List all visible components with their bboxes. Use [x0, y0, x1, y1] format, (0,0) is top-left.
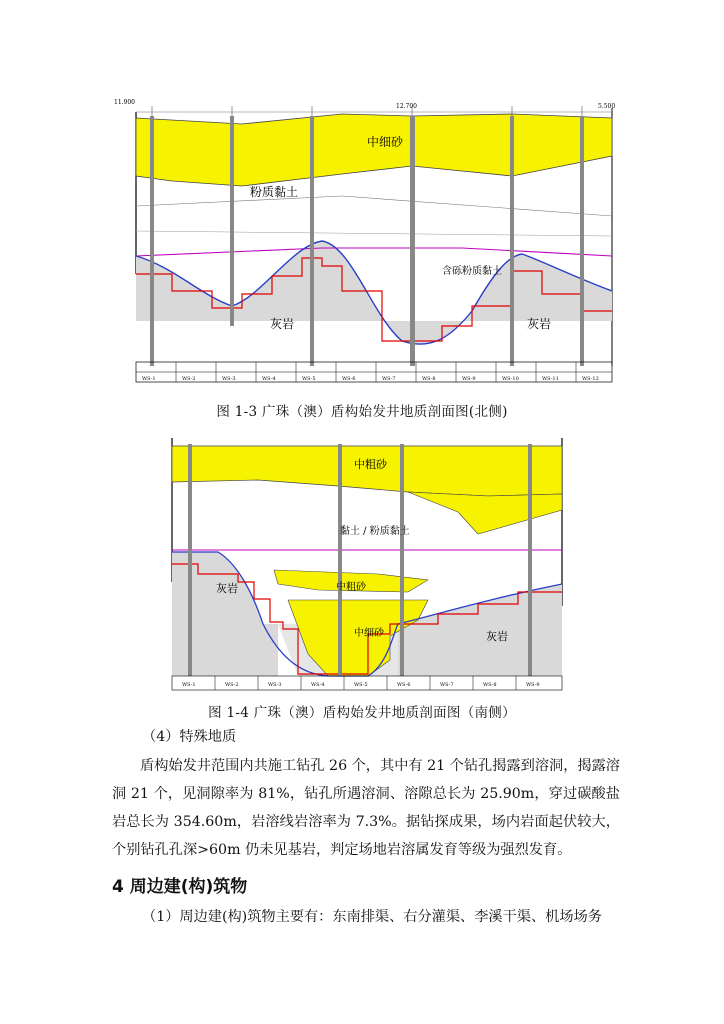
label-silty-clay: 粉质黏土 — [250, 185, 299, 199]
borehole-label: WS-9 — [526, 682, 540, 688]
figure2-caption: 图 1-4 广珠（澳）盾构始发井地质剖面图（南侧） — [208, 705, 516, 721]
label-sand-bottom: 中细砂 — [354, 628, 384, 639]
borehole-label: WS-3 — [268, 682, 282, 688]
geological-section-south — [158, 424, 578, 692]
elev-left: 11.900 — [114, 99, 135, 106]
label-limestone-right: 灰岩 — [527, 317, 552, 331]
borehole-label: WS-6 — [397, 682, 411, 688]
geological-section-north — [112, 96, 622, 384]
label-sand-top: 中粗砂 — [354, 458, 387, 471]
borehole-label: WS-5 — [302, 376, 316, 382]
borehole-label: WS-7 — [382, 376, 396, 382]
borehole-label: WS-10 — [502, 376, 519, 382]
label-limestone-right: 灰岩 — [486, 630, 508, 643]
borehole-label: WS-4 — [262, 376, 276, 382]
label-sand-lower: 中粗砂 — [336, 582, 366, 593]
label-limestone-left: 灰岩 — [216, 582, 238, 595]
borehole-label: WS-5 — [354, 682, 368, 688]
borehole-label: WS-11 — [542, 376, 559, 382]
label-limestone-left: 灰岩 — [270, 317, 295, 331]
borehole-label: WS-2 — [182, 376, 196, 382]
borehole-label: WS-8 — [422, 376, 436, 382]
section-item-special-geology: （4）特殊地质 — [142, 729, 237, 745]
section-heading: 4 周边建(构)筑物 — [112, 877, 248, 897]
elev-mid: 12.700 — [396, 103, 417, 110]
borehole-label: WS-12 — [582, 376, 599, 382]
borehole-label: WS-9 — [462, 376, 476, 382]
body-paragraph: 盾构始发井范围内共施工钻孔 26 个，其中有 21 个钻孔揭露到溶洞，揭露溶洞 21 个，见洞隙率为 81%，钻孔所遇溶洞、溶隙总长为 25.90m，穿过碳酸盐岩总长为 354.60m，岩溶线岩溶率为 7.3%。据钻探成果，场内岩面起伏较大，个别钻孔孔深>60m 仍未见基岩，判定场地岩溶属发育等级为强烈发育。 — [112, 758, 620, 858]
label-sand: 中细砂 — [367, 135, 404, 149]
label-clay-mid: 黏土 / 粉质黏土 — [340, 526, 410, 537]
borehole-label: WS-4 — [311, 682, 325, 688]
elev-right: 5.500 — [598, 103, 616, 110]
list-item-surrounding-structures: （1）周边建(构)筑物主要有：东南排渠、右分灌渠、李溪干渠、机场场务 — [142, 909, 602, 925]
borehole-label: WS-3 — [222, 376, 236, 382]
figure1-caption: 图 1-3 广珠（澳）盾构始发井地质剖面图(北侧) — [216, 404, 508, 420]
borehole-label: WS-1 — [142, 376, 156, 382]
label-gravel-clay: 含砾粉质黏土 — [442, 266, 502, 277]
borehole-label: WS-1 — [182, 682, 196, 688]
borehole-label: WS-6 — [342, 376, 356, 382]
borehole-label: WS-8 — [483, 682, 497, 688]
borehole-label: WS-7 — [440, 682, 454, 688]
borehole-label: WS-2 — [225, 682, 239, 688]
